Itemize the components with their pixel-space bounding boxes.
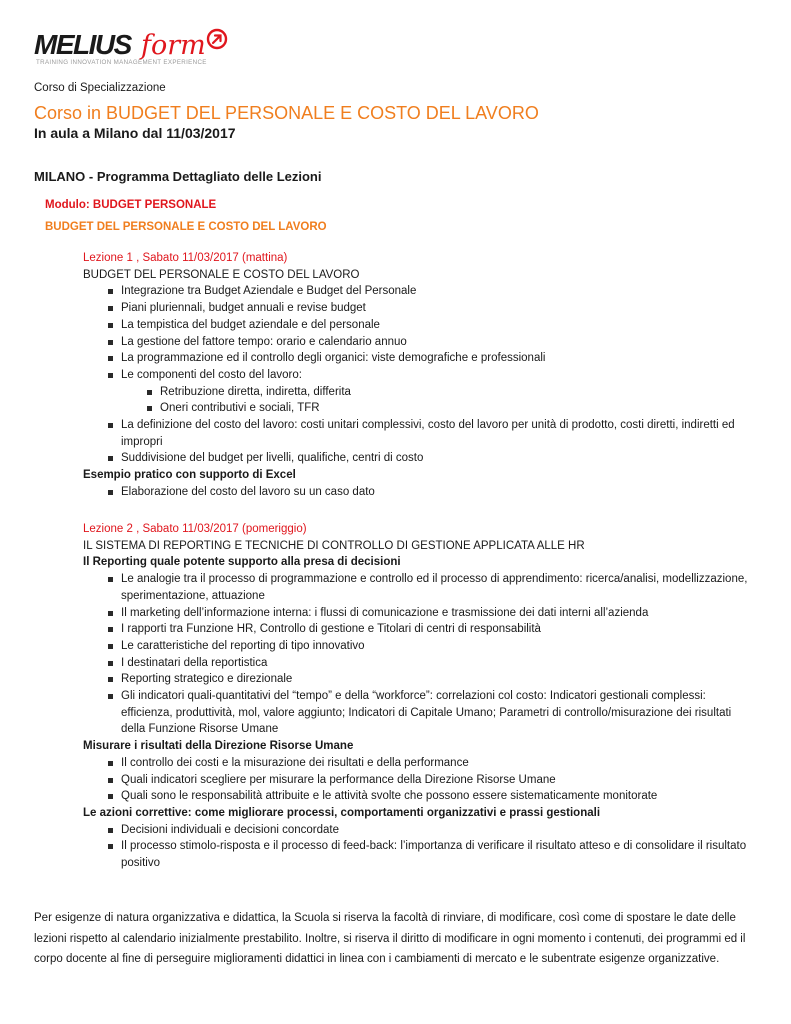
- list-item: Le caratteristiche del reporting di tipo innovativo: [121, 638, 753, 655]
- list-item: La tempistica del budget aziendale e del personale: [121, 317, 753, 334]
- bullet-icon: [108, 778, 113, 783]
- lesson-2-group-1-list: [83, 571, 753, 738]
- lesson-1-example-list: [83, 484, 753, 501]
- list-item: Reporting strategico e direzionale: [121, 671, 753, 688]
- list-item: Decisioni individuali e decisioni concordate: [121, 822, 753, 839]
- logo-tagline: TRAINING INNOVATION MANAGEMENT EXPERIENCE: [36, 59, 207, 66]
- bullet-icon: [108, 323, 113, 328]
- list-item: La programmazione ed il controllo degli organici: viste demografiche e professionali: [121, 350, 753, 367]
- bullet-icon: [108, 844, 113, 849]
- list-item: Quali indicatori scegliere per misurare la performance della Direzione Risorse Umane: [121, 772, 753, 789]
- program-section-title: MILANO - Programma Dettagliato delle Lezioni: [34, 169, 322, 184]
- lesson-2-group-2-head: Misurare i risultati della Direzione Risorse Umane: [83, 740, 354, 753]
- list-item: I destinatari della reportistica: [121, 655, 753, 672]
- list-item: Le analogie tra il processo di programmazione e controllo ed il processo di apprendimento: ricerca/analisi, modellizzazione, sperimentazione, attuazione: [121, 571, 753, 604]
- bullet-icon: [108, 490, 113, 495]
- bullet-icon: [108, 677, 113, 682]
- module-label: Modulo: BUDGET PERSONALE: [45, 199, 217, 211]
- course-title: Corso in BUDGET DEL PERSONALE E COSTO DEL LAVORO: [34, 103, 539, 123]
- bullet-icon: [108, 694, 113, 699]
- list-item: I rapporti tra Funzione HR, Controllo di gestione e Titolari di centri di responsabilità: [121, 621, 753, 638]
- list-item: Gli indicatori quali-quantitativi del “tempo” e della “workforce”: correlazioni col costo: Indicatori gestionali complessi: efficienza, produttività, mol, valore aggiunto; Indicatori di Capitale Umano; Parametri di controllo/misurazione dei risultati della Funzione Risorse Umane: [121, 688, 753, 738]
- course-type: Corso di Specializzazione: [34, 82, 166, 94]
- lesson-2-topic: IL SISTEMA DI REPORTING E TECNICHE DI CONTROLLO DI GESTIONE APPLICATA ALLE HR: [83, 539, 585, 552]
- list-item: Il processo stimolo-risposta e il processo di feed-back: l’importanza di verificare il risultato atteso e di consolidare il risultato positivo: [121, 838, 753, 871]
- bullet-icon: [108, 289, 113, 294]
- lesson-1-example-head: Esempio pratico con supporto di Excel: [83, 469, 296, 482]
- lesson-2-group-3-list: [83, 822, 753, 872]
- lesson-1-topic: BUDGET DEL PERSONALE E COSTO DEL LAVORO: [83, 268, 360, 281]
- bullet-icon: [108, 456, 113, 461]
- bullet-icon: [108, 373, 113, 378]
- bullet-icon: [108, 306, 113, 311]
- bullet-icon: [108, 661, 113, 666]
- bullet-icon: [108, 761, 113, 766]
- bullet-icon: [108, 644, 113, 649]
- logo-form-text: form: [141, 30, 206, 60]
- course-subtitle: In aula a Milano dal 11/03/2017: [34, 125, 236, 141]
- bullet-icon: [108, 423, 113, 428]
- list-item: Oneri contributivi e sociali, TFR: [160, 400, 753, 417]
- list-item: Retribuzione diretta, indiretta, differita: [160, 384, 753, 401]
- lesson-2-head: Lezione 2 , Sabato 11/03/2017 (pomeriggio): [83, 523, 307, 535]
- list-item: La gestione del fattore tempo: orario e calendario annuo: [121, 334, 753, 351]
- list-item: Quali sono le responsabilità attribuite e le attività svolte che possono essere sistematicamente monitorate: [121, 788, 753, 805]
- list-item: Il controllo dei costi e la misurazione dei risultati e della performance: [121, 755, 753, 772]
- bullet-icon: [108, 340, 113, 345]
- bullet-icon: [108, 627, 113, 632]
- bullet-icon: [108, 611, 113, 616]
- bullet-icon: [108, 356, 113, 361]
- lesson-2-group-2-list: [83, 755, 753, 805]
- lesson-2-group-3-head: Le azioni correttive: come migliorare processi, comportamenti organizzativi e prassi gestionali: [83, 806, 601, 819]
- bullet-icon: [147, 390, 152, 395]
- list-item: Le componenti del costo del lavoro: Retribuzione diretta, indiretta, differita Oneri contributivi e sociali, TFR: [121, 367, 753, 417]
- list-item: La definizione del costo del lavoro: costi unitari complessivi, costo del lavoro per unità di prodotto, costi diretti, indiretti ed impropri: [121, 417, 753, 450]
- lesson-2-group-1-head: Il Reporting quale potente supporto alla presa di decisioni: [83, 556, 401, 569]
- bullet-icon: [108, 577, 113, 582]
- bullet-icon: [108, 828, 113, 833]
- logo-melius-text: MELIUS: [34, 29, 131, 60]
- footer-note: Per esigenze di natura organizzativa e didattica, la Scuola si riserva la facoltà di rinviare, di modificare, così come di spostare le date delle lezioni rispetto al calendario inizialmente prestabilito. Inoltre, si riserva il diritto di modificare in ogni momento i contenuti, dei programmi ed il corpo docente al fine di perseguire miglioramenti didattici in linea con i cambiamenti di mercato e le subentrate esigenze organizzative.: [34, 912, 746, 965]
- list-item: Il marketing dell’informazione interna: i flussi di comunicazione e trasmissione dei dati interni all’azienda: [121, 605, 753, 622]
- module-subtitle: BUDGET DEL PERSONALE E COSTO DEL LAVORO: [45, 221, 327, 233]
- list-item: Elaborazione del costo del lavoro su un caso dato: [121, 484, 753, 501]
- lesson-1-list: [83, 283, 753, 467]
- lesson-1-sublist: [121, 384, 753, 417]
- lesson-1-head: Lezione 1 , Sabato 11/03/2017 (mattina): [83, 252, 288, 264]
- bullet-icon: [108, 794, 113, 799]
- list-item: Piani pluriennali, budget annuali e revise budget: [121, 300, 753, 317]
- list-item: Integrazione tra Budget Aziendale e Budget del Personale: [121, 283, 753, 300]
- bullet-icon: [147, 406, 152, 411]
- logo-graphic: [34, 20, 234, 60]
- logo-arrow-icon: [208, 30, 226, 48]
- list-item: Suddivisione del budget per livelli, qualifiche, centri di costo: [121, 450, 753, 467]
- lesson-2: [83, 521, 753, 872]
- lesson-1: [83, 250, 753, 501]
